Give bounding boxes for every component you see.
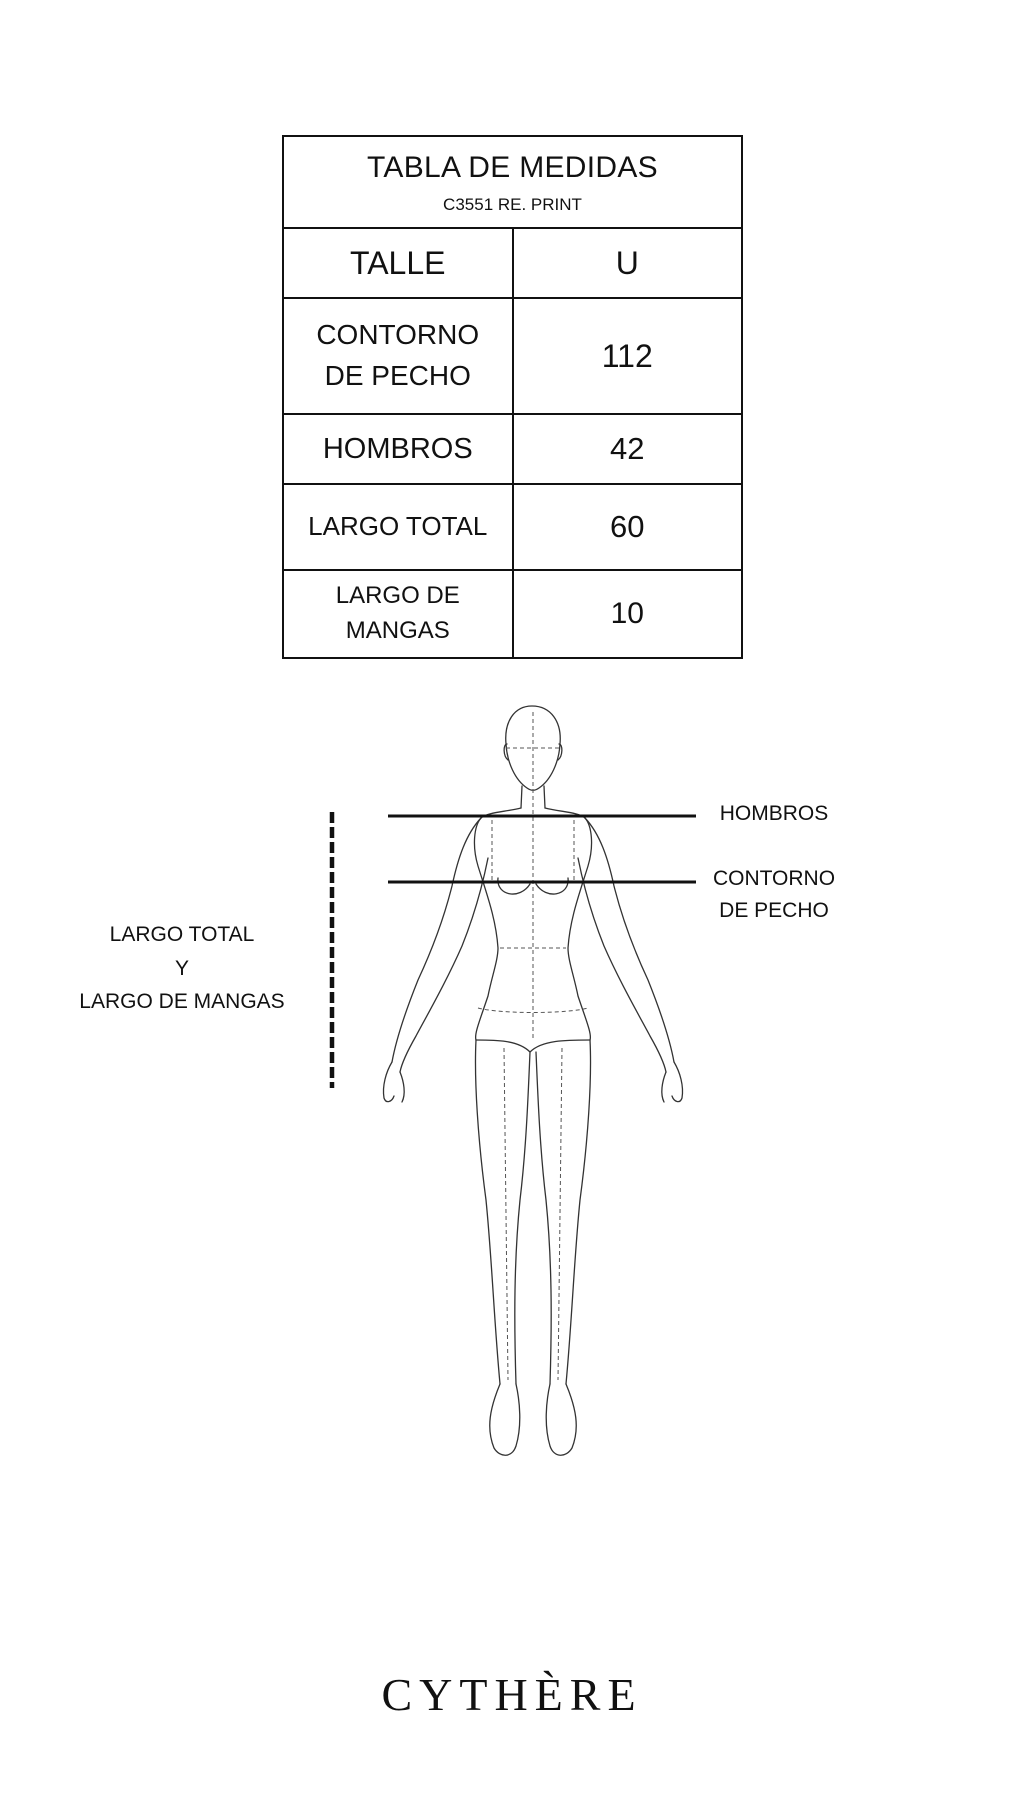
figure-foot-left — [490, 1384, 520, 1455]
figure-arm-left — [392, 818, 481, 1062]
figure-guide-lines — [478, 712, 588, 1380]
largo-mangas-label — [283, 570, 513, 658]
figure-arm-right — [578, 858, 666, 1072]
largo-label-line: LARGO TOTAL — [109, 923, 255, 946]
table-row-largo-mangas — [283, 570, 742, 658]
hombros-diagram-label — [704, 797, 844, 831]
contorno-pecho-label-line: CONTORNO — [316, 319, 480, 351]
contorno-pecho-value: 112 — [513, 298, 743, 414]
table-row-hombros — [283, 414, 742, 484]
brand-logo: CYTHÈRE — [381, 1669, 643, 1720]
table-title-cell — [283, 136, 742, 228]
body-figure-diagram — [0, 690, 1024, 1470]
figure-leg-left — [475, 1040, 500, 1384]
figure-bust — [498, 878, 530, 894]
figure-leg-right — [566, 1040, 591, 1384]
table-row-talle — [283, 228, 742, 298]
figure-arm-right — [585, 818, 674, 1062]
figure-bust — [536, 878, 568, 894]
table-header-row — [283, 136, 742, 228]
largo-label-line: LARGO DE MANGAS — [79, 990, 285, 1014]
largo-mangas-label-line: MANGAS — [345, 617, 450, 644]
largo-mangas-label-line: LARGO DE — [335, 582, 460, 610]
pecho-diagram-label — [700, 863, 848, 926]
largo-label-line: Y — [174, 956, 189, 980]
talle-value: U — [513, 228, 743, 298]
table-row-largo-total — [283, 484, 742, 570]
largo-total-mangas-label — [52, 918, 312, 1019]
table-title: TABLA DE MEDIDAS — [367, 150, 658, 184]
table-subtitle: C3551 RE. PRINT — [443, 195, 582, 215]
hombros-label-line: HOMBROS — [719, 802, 829, 825]
table-row-contorno-pecho — [283, 298, 742, 414]
largo-mangas-value: 10 — [513, 570, 743, 658]
figure-leg-right — [536, 1052, 551, 1384]
hombros-value: 42 — [513, 414, 743, 484]
pecho-label-line: CONTORNO — [712, 867, 836, 890]
talle-label: TALLE — [283, 228, 513, 298]
figure-torso — [474, 808, 521, 1040]
figure-foot-right — [546, 1384, 576, 1455]
hombros-label: HOMBROS — [283, 414, 513, 484]
figure-crotch — [476, 1040, 590, 1052]
figure-torso — [545, 808, 592, 1040]
figure-arm-left — [400, 858, 488, 1072]
pecho-label-line: DE PECHO — [719, 898, 829, 922]
contorno-pecho-label-line: DE PECHO — [324, 360, 471, 391]
largo-total-value: 60 — [513, 484, 743, 570]
contorno-pecho-label — [283, 298, 513, 414]
figure-leg-left — [515, 1052, 530, 1384]
size-table — [282, 135, 743, 659]
largo-total-label: LARGO TOTAL — [283, 484, 513, 570]
